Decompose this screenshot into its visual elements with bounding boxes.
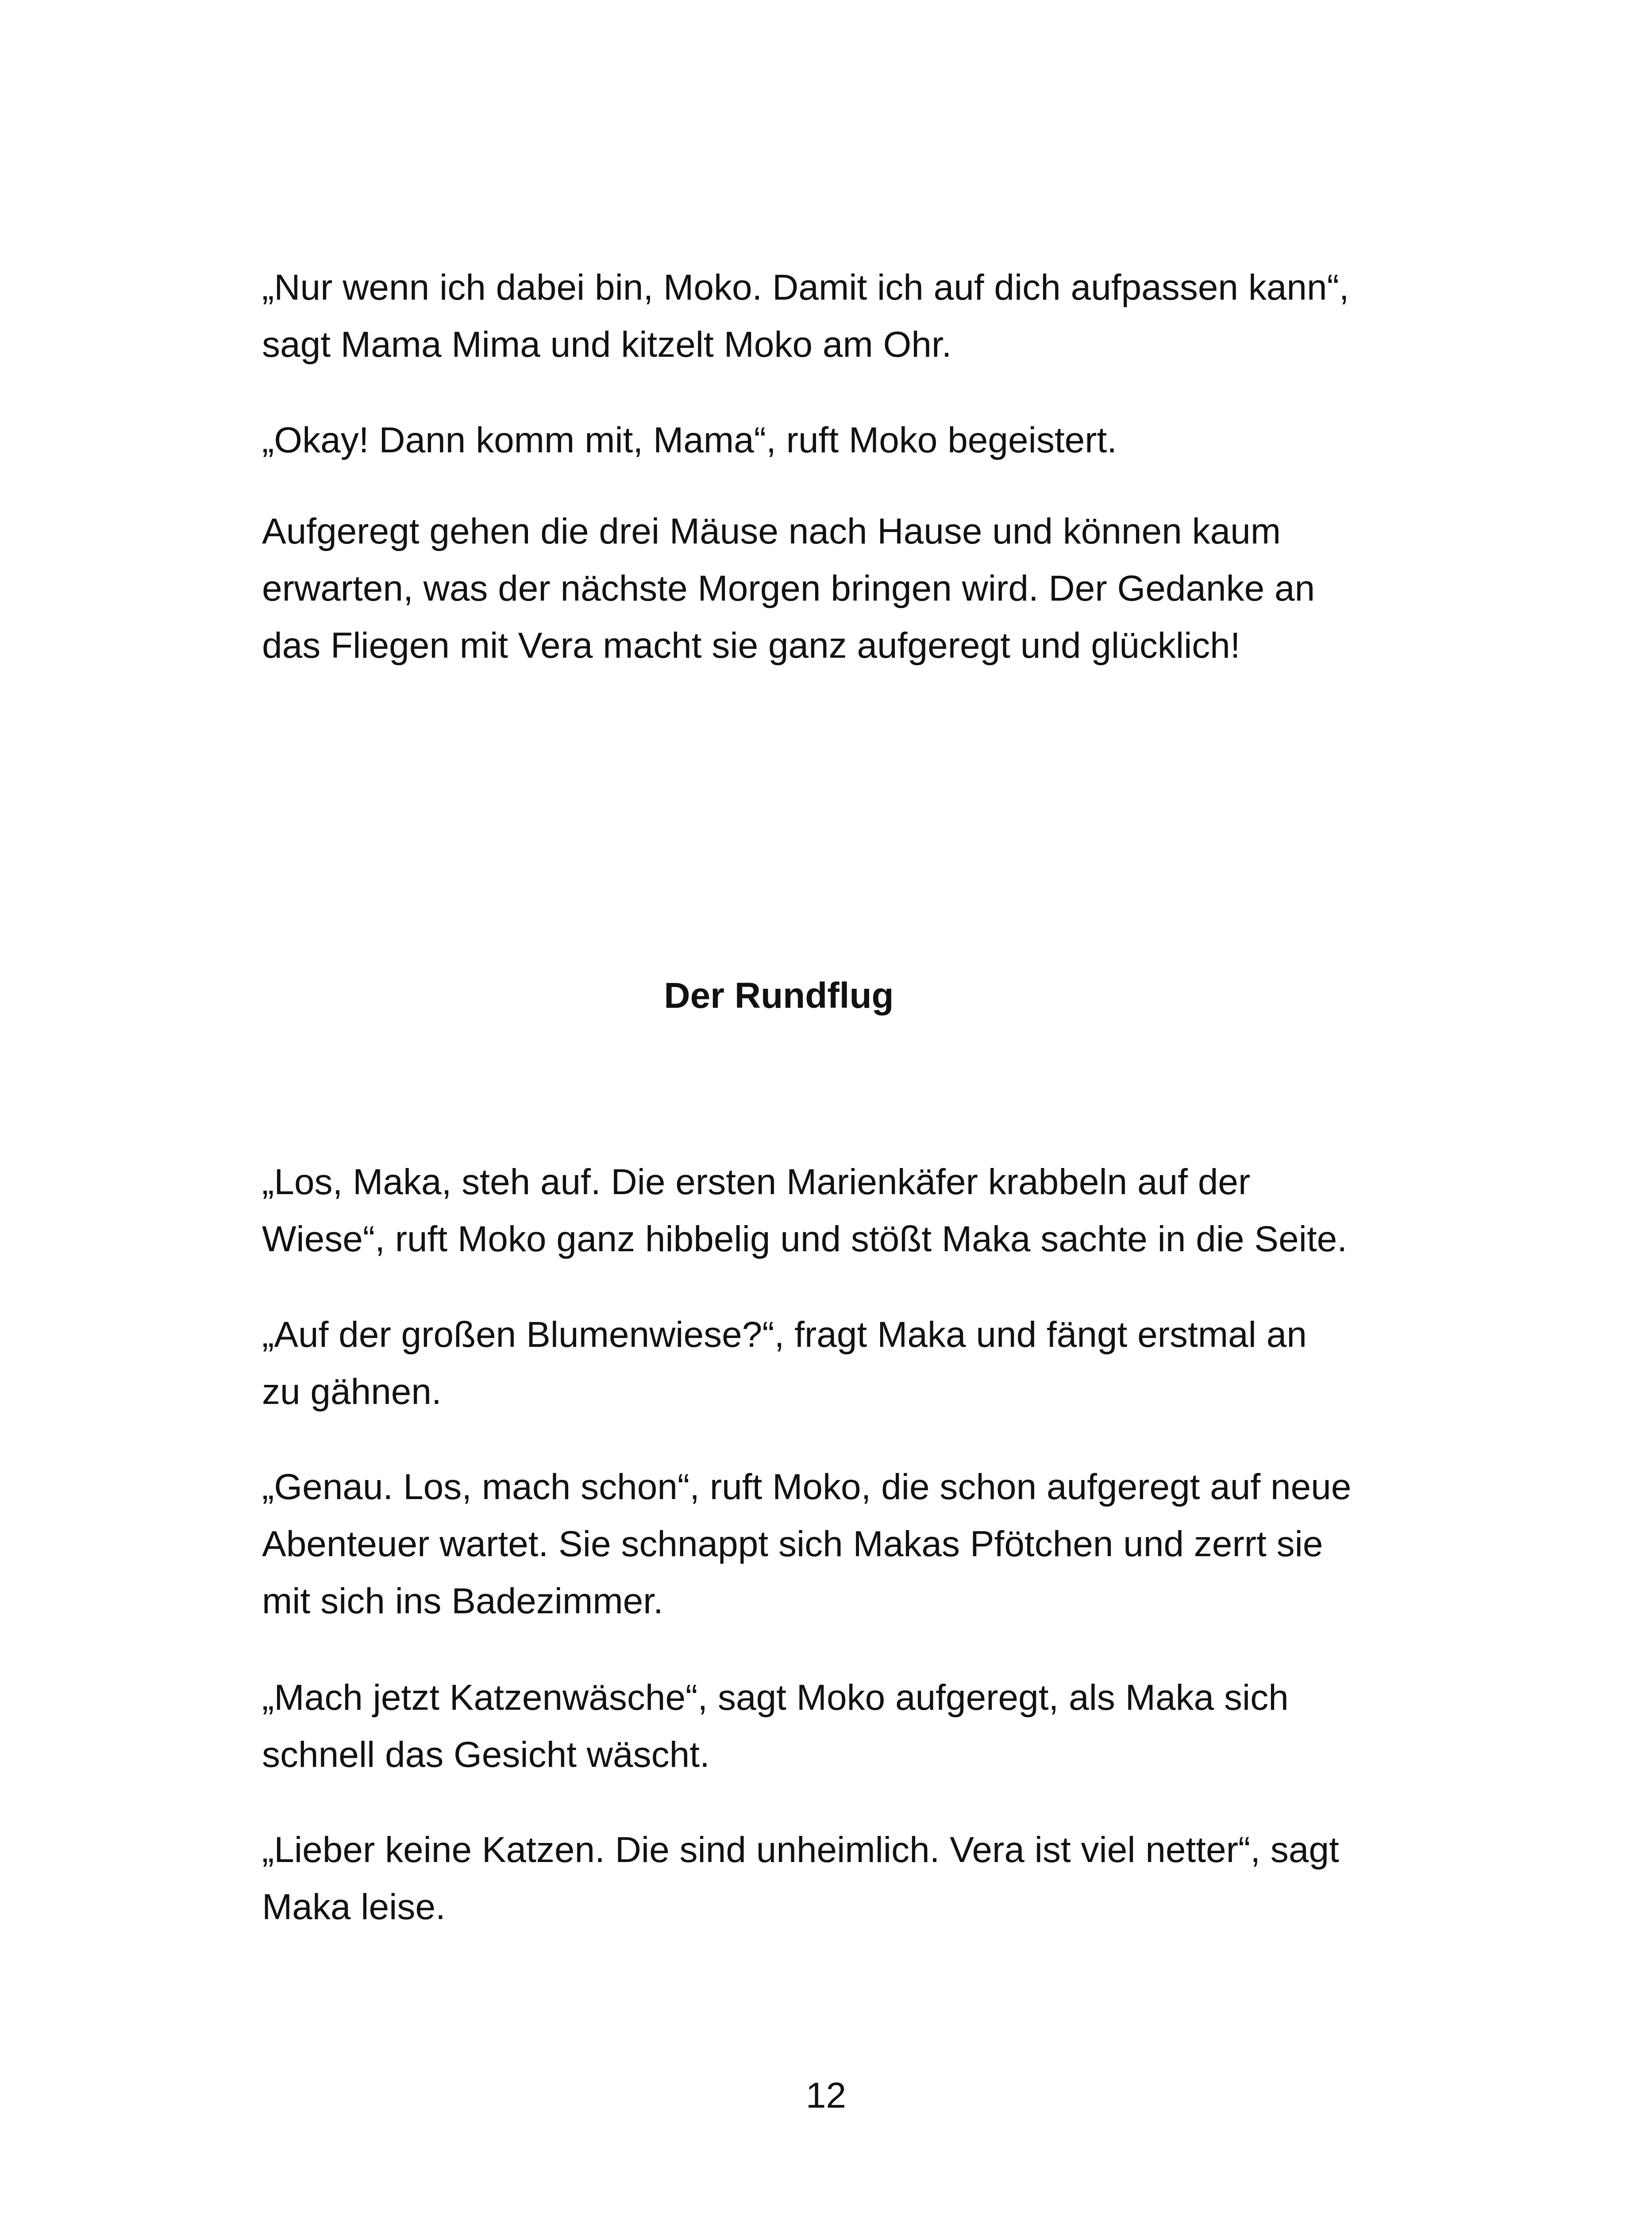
text-line: Aufgeregt gehen die drei Mäuse nach Hause und können kaum (262, 511, 1281, 551)
text-line: Wiese“, ruft Moko ganz hibbelig und stößt Maka sachte in die Seite. (262, 1219, 1348, 1259)
paragraph-keine-katzen (262, 1821, 1339, 1935)
text-line: zu gähnen. (262, 1372, 442, 1412)
paragraph-blumenwiese (262, 1306, 1307, 1420)
paragraph-mice-go-home (262, 503, 1315, 674)
text-line: schnell das Gesicht wäscht. (262, 1735, 710, 1775)
text-line: „Nur wenn ich dabei bin, Moko. Damit ich auf dich aufpassen kann“, (262, 267, 1349, 308)
text-line: „Lieber keine Katzen. Die sind unheimlich. Vera ist viel netter“, sagt (262, 1830, 1339, 1870)
text-line: sagt Mama Mima und kitzelt Moko am Ohr. (262, 324, 952, 365)
paragraph-moko-okay (262, 412, 1117, 469)
text-line: „Auf der großen Blumenwiese?“, fragt Maka und fängt erstmal an (262, 1315, 1307, 1355)
page-number: 12 (805, 2075, 847, 2116)
text-line: Maka leise. (262, 1887, 446, 1927)
text-line: „Okay! Dann komm mit, Mama“, ruft Moko begeistert. (262, 420, 1117, 460)
paragraph-katzenwaesche (262, 1669, 1289, 1783)
paragraph-mima-reply (262, 259, 1349, 373)
text-line: „Los, Maka, steh auf. Die ersten Marienkäfer krabbeln auf der (262, 1162, 1251, 1202)
text-line: Abenteuer wartet. Sie schnappt sich Makas Pfötchen und zerrt sie (262, 1524, 1323, 1564)
text-line: „Mach jetzt Katzenwäsche“, sagt Moko aufgeregt, als Maka sich (262, 1677, 1289, 1718)
text-line: erwarten, was der nächste Morgen bringen wird. Der Gedanke an (262, 568, 1315, 609)
text-line: mit sich ins Badezimmer. (262, 1581, 663, 1621)
paragraph-genau (262, 1458, 1351, 1630)
text-line: das Fliegen mit Vera macht sie ganz aufgeregt und glücklich! (262, 625, 1240, 666)
paragraph-los-maka (262, 1153, 1347, 1268)
text-line: „Genau. Los, mach schon“, ruft Moko, die schon aufgeregt auf neue (262, 1467, 1352, 1507)
chapter-title: Der Rundflug (664, 975, 894, 1016)
